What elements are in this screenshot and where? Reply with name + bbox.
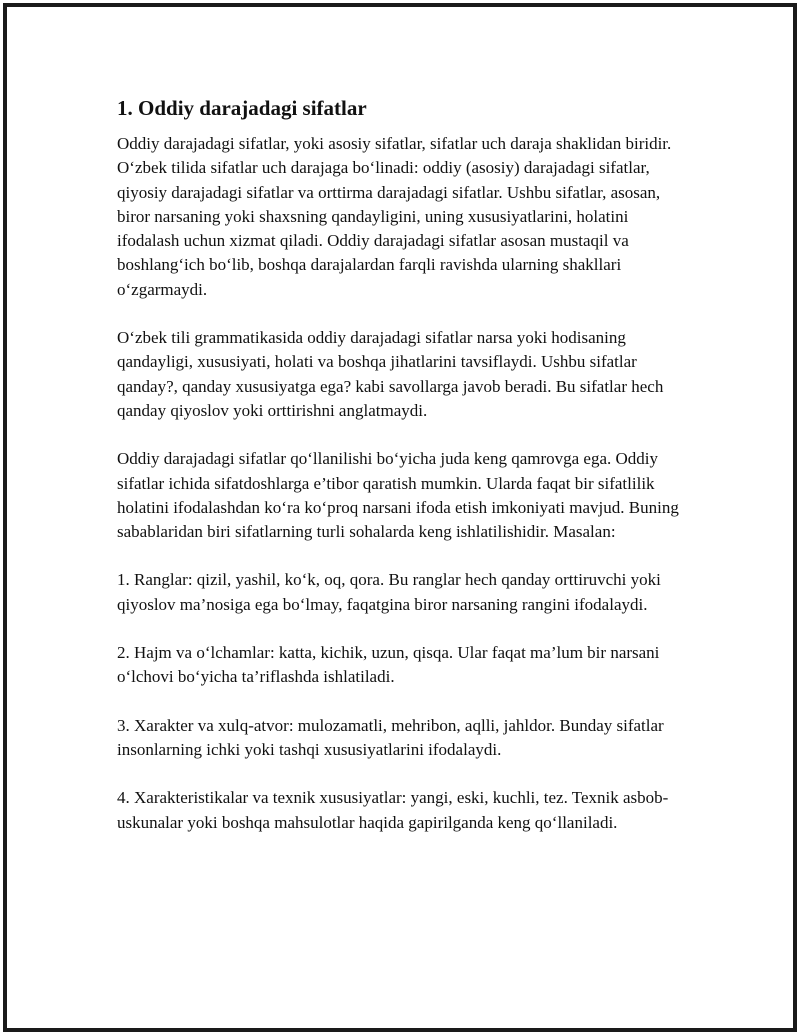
paragraph-usage: Oddiy darajadagi sifatlar qo‘llanilishi bo‘yicha juda keng qamrovga ega. Oddiy sifatlar ichida sifatdoshlarga e’tibor qaratish mumkin. Ularda faqat bir sifatlilik holatini ifodalashdan ko‘ra ko‘proq narsani ifoda etish imkoniyati mavjud. Buning sabablaridan biri sifatlarning turli sohalarda keng ishlatilishidir. Masalan: [117,449,679,542]
list-item-size: 2. Hajm va o‘lchamlar: katta, kichik, uzun, qisqa. Ular faqat ma’lum bir narsani o‘lchovi bo‘yicha ta’riflashda ishlatiladi. [117,643,660,687]
document-body [117,96,687,859]
section-heading: 1. Oddiy darajadagi sifatlar [117,96,367,120]
list-item-technical: 4. Xarakteristikalar va texnik xususiyatlar: yangi, eski, kuchli, tez. Texnik asbob-uskunalar yoki boshqa mahsulotlar haqida gapirilganda keng qo‘llaniladi. [117,788,669,832]
list-item-character: 3. Xarakter va xulq-atvor: mulozamatli, mehribon, aqlli, jahldor. Bunday sifatlar insonlarning ichki yoki tashqi xususiyatlarini ifodalaydi. [117,715,664,759]
list-item-colors: 1. Ranglar: qizil, yashil, ko‘k, oq, qora. Bu ranglar hech qanday orttiruvchi yoki qiyoslov ma’nosiga ega bo‘lmay, faqatgina biror narsaning rangini ifodalaydi. [117,570,661,614]
paragraph-intro: Oddiy darajadagi sifatlar, yoki asosiy sifatlar, sifatlar uch daraja shaklidan biridir. O‘zbek tilida sifatlar uch darajaga bo‘linadi: oddiy (asosiy) darajadagi sifatlar, qiyosiy darajadagi sifatlar va orttirma darajadagi sifatlar. Ushbu sifatlar, asosan, biror narsaning yoki shaxsning qandayligini, uning xususiyatlarini, holatini ifodalash uchun xizmat qiladi. Oddiy darajadagi sifatlar asosan mustaqil va boshlang‘ich bo‘lib, boshqa darajalardan farqli ravishda ularning shakllari o‘zgarmaydi. [117,134,672,299]
paragraph-grammar: O‘zbek tili grammatikasida oddiy darajadagi sifatlar narsa yoki hodisaning qandayligi, xususiyati, holati va boshqa jihatlarini tavsiflaydi. Ushbu sifatlar qanday?, qanday xususiyatga ega? kabi savollarga javob beradi. Bu sifatlar hech qanday qiyoslov yoki orttirishni anglatmaydi. [117,328,664,420]
